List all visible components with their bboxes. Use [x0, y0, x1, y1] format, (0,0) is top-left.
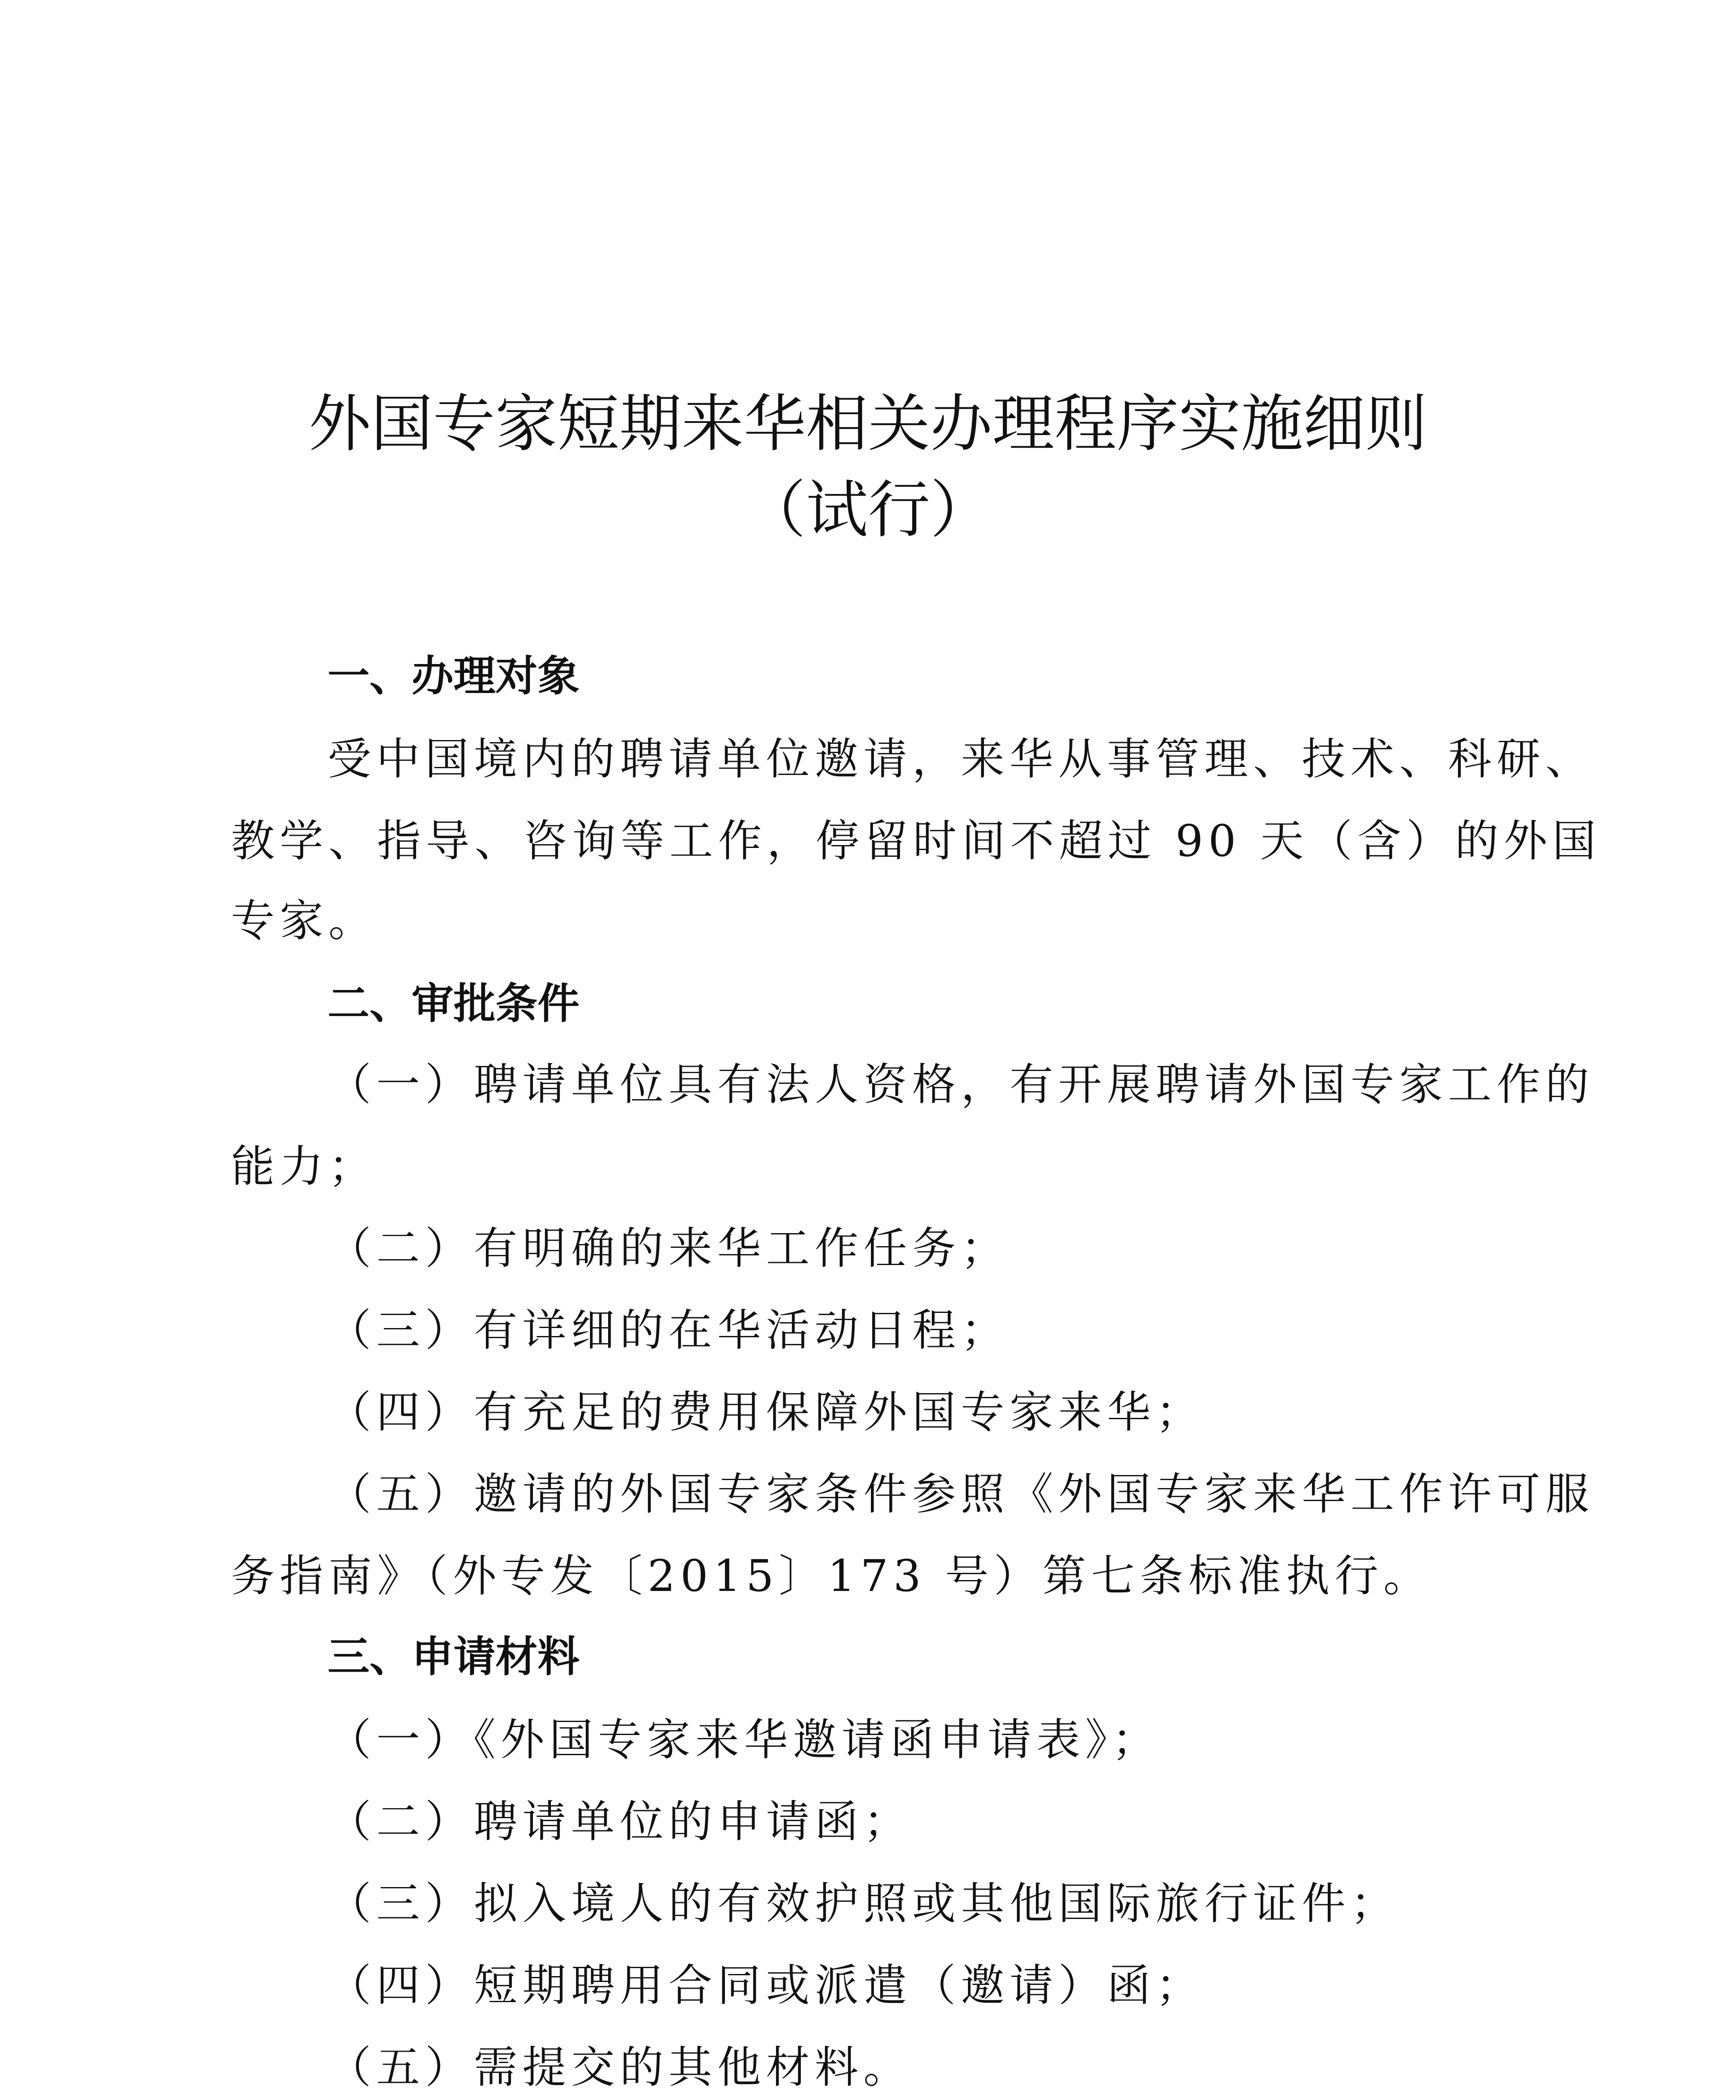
- paragraph-line: （二）有明确的来华工作任务；: [328, 1223, 1010, 1274]
- section-heading-3: 三、申请材料: [328, 1632, 580, 1681]
- paragraph-line: （一）聘请单位具有法人资格，有开展聘请外国专家工作的: [328, 1059, 1594, 1110]
- paragraph-line: 受中国境内的聘请单位邀请，来华从事管理、技术、科研、: [328, 733, 1594, 785]
- section-heading-1: 一、办理对象: [328, 651, 580, 701]
- paragraph-line: （四）短期聘用合同或派遣（邀请）函；: [328, 1960, 1205, 2011]
- paragraph-line: （五）邀请的外国专家条件参照《外国专家来华工作许可服: [328, 1468, 1594, 1520]
- paragraph-line: （三）拟入境人的有效护照或其他国际旅行证件；: [328, 1878, 1400, 1929]
- paragraph-line: 能力；: [231, 1141, 378, 1192]
- document-title: 外国专家短期来华相关办理程序实施细则: [309, 388, 1427, 460]
- paragraph-line: （二）聘请单位的申请函；: [328, 1796, 913, 1847]
- paragraph-line: 教学、指导、咨询等工作，停留时间不超过 90 天（含）的外国: [231, 815, 1601, 866]
- paragraph-line: （一）《外国专家来华邀请函申请表》；: [328, 1714, 1161, 1765]
- paragraph-line: （三）有详细的在华活动日程；: [328, 1305, 1010, 1356]
- paragraph-line: 务指南》（外专发〔2015〕173 号）第七条标准执行。: [231, 1550, 1432, 1601]
- section-heading-2: 二、审批条件: [328, 979, 580, 1028]
- document-subtitle: （试行）: [744, 474, 992, 546]
- paragraph-line: 专家。: [231, 895, 378, 946]
- paragraph-line: （四）有充足的费用保障外国专家来华；: [328, 1386, 1205, 1438]
- paragraph-line: （五）需提交的其他材料。: [328, 2042, 913, 2093]
